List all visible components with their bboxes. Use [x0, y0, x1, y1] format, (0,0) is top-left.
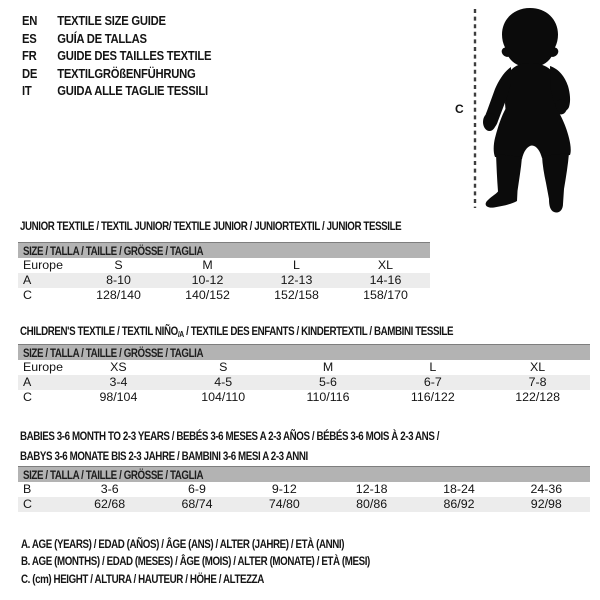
- height-measure-label: C: [455, 102, 464, 116]
- lang-row-en: [22, 12, 211, 30]
- size-header-bar: SIZE / TALLA / TAILLE / GRÖSSE / TAGLIA: [18, 344, 590, 360]
- junior-size-table: [18, 242, 430, 303]
- lang-code: IT: [22, 83, 32, 99]
- size-header-bar: SIZE / TALLA / TAILLE / GRÖSSE / TAGLIA: [18, 466, 590, 482]
- table-row: C 98/104 104/110 110/116 116/122 122/128: [23, 390, 560, 404]
- legend-line-c: C. (cm) HEIGHT / ALTURA / HAUTEUR / HÖHE / ALTEZZA: [21, 571, 264, 586]
- lang-row-fr: [22, 47, 211, 65]
- babies-table-title: BABIES 3-6 MONTH TO 2-3 YEARS / BEBÉS 3-6 MESES A 2-3 AÑOS / BÉBÉS 3-6 MOIS À 2-3 ANS / BABYS 3-6 MONATE BIS 2-3 JAHRE / BAMBINI 3-6 MESI A 2-3 ANNI: [20, 429, 440, 463]
- size-header-bar: SIZE / TALLA / TAILLE / GRÖSSE / TAGLIA: [18, 242, 430, 258]
- lang-code: ES: [22, 30, 37, 46]
- lang-row-it: [22, 82, 211, 100]
- height-dashed-line: [473, 9, 477, 208]
- lang-code: FR: [22, 48, 37, 64]
- guide-title-en: TEXTILE SIZE GUIDE: [57, 13, 166, 28]
- legend-line-b: B. AGE (MONTHS) / EDAD (MESES) / ÂGE (MOIS) / ALTER (MONATE) / ETÀ (MESI): [21, 554, 370, 569]
- table-row: Europe S M L XL: [23, 258, 394, 272]
- table-row: A 8-10 10-12 12-13 14-16: [18, 273, 430, 288]
- lang-row-es: [22, 30, 211, 48]
- table-row: B 3-6 6-9 9-12 12-18 18-24 24-36: [23, 482, 563, 496]
- table-row: C 128/140 140/152 152/158 158/170: [23, 288, 408, 302]
- lang-code: EN: [22, 13, 38, 28]
- measure-legend: [21, 535, 457, 587]
- junior-table-title: JUNIOR TEXTILE / TEXTIL JUNIOR/ TEXTILE JUNIOR / JUNIORTEXTIL / JUNIOR TESSILE: [20, 219, 402, 233]
- guide-title-it: GUIDA ALLE TAGLIE TESSILI: [57, 83, 208, 99]
- language-title-list: [22, 12, 237, 100]
- guide-title-de: TEXTILGRÖßENFÜHRUNG: [57, 65, 196, 81]
- table-row: Europe XS S M L XL: [23, 360, 546, 374]
- lang-code: DE: [22, 65, 38, 81]
- baby-silhouette-icon: [482, 8, 588, 216]
- guide-title-fr: GUIDE DES TAILLES TEXTILE: [57, 48, 212, 64]
- children-table-title: CHILDREN'S TEXTILE / TEXTIL $NIÑO_{/A}$ / TEXTILE DES ENFANTS / KINDERTEXTIL / BAMBINI TESSILE: [20, 324, 454, 339]
- guide-title-es: GUÍA DE TALLAS: [57, 30, 147, 46]
- table-row: A 3-4 4-5 5-6 6-7 7-8: [18, 375, 590, 390]
- babies-size-table: [18, 466, 590, 512]
- lang-row-de: [22, 65, 211, 83]
- legend-line-a: A. AGE (YEARS) / EDAD (AÑOS) / ÂGE (ANS) / ALTER (JAHRE) / ETÀ (ANNI): [21, 537, 345, 551]
- children-size-table: [18, 344, 590, 405]
- table-row: C 62/68 68/74 74/80 80/86 86/92 92/98: [18, 497, 590, 512]
